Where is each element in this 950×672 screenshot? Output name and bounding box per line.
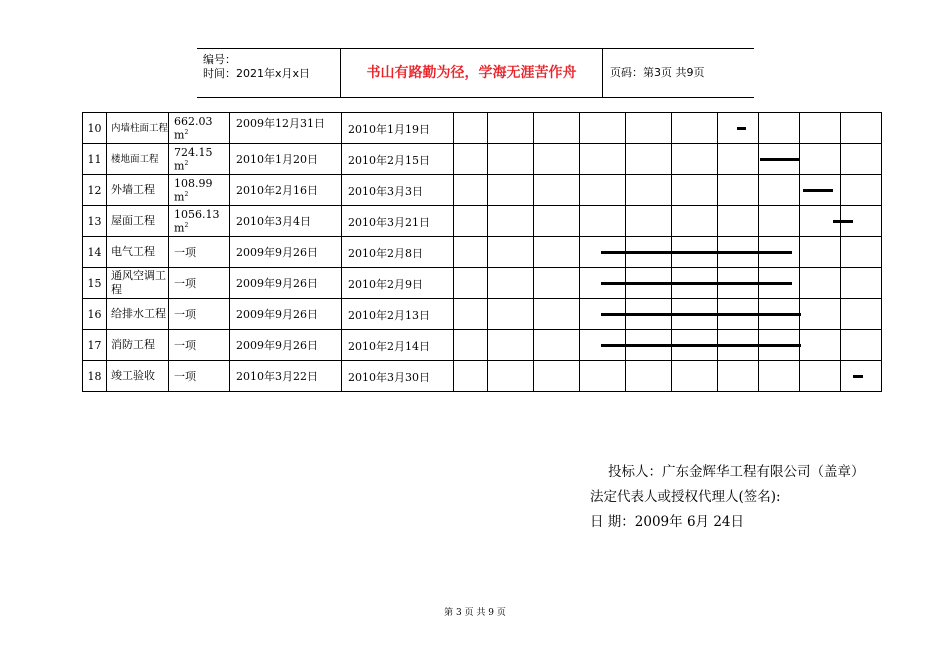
task-quantity <box>169 268 230 299</box>
task-name: 通风空调工程 <box>107 268 169 299</box>
quantity-value: 一项 <box>174 307 196 321</box>
gantt-bar <box>833 220 853 223</box>
quantity-value: 662.03 <box>174 114 213 128</box>
task-quantity <box>169 330 230 361</box>
gantt-cell <box>718 144 759 175</box>
page-header <box>197 48 754 98</box>
header-meta <box>197 49 341 97</box>
gantt-cell <box>580 206 626 237</box>
gantt-cell <box>672 175 718 206</box>
gantt-cell <box>759 113 800 144</box>
gantt-cell <box>718 206 759 237</box>
quantity-value: 1056.13 <box>174 207 220 221</box>
gantt-cell <box>488 268 534 299</box>
row-number: 18 <box>83 361 107 392</box>
gantt-cell <box>488 113 534 144</box>
task-quantity <box>169 361 230 392</box>
gantt-cell <box>626 113 672 144</box>
end-date: 2010年2月14日 <box>342 330 454 361</box>
gantt-cell <box>800 268 841 299</box>
quantity-unit: m <box>174 159 185 173</box>
gantt-bar <box>760 158 799 161</box>
gantt-cell <box>488 361 534 392</box>
task-quantity: 108.99 $m^2$ <box>169 175 230 206</box>
row-number: 12 <box>83 175 107 206</box>
table-row <box>83 361 882 392</box>
start-date: 2010年3月4日 <box>230 206 342 237</box>
gantt-cell <box>534 237 580 268</box>
task-name: 内墙柱面工程 <box>107 113 169 144</box>
task-quantity: 662.03 $m^2$ <box>169 113 230 144</box>
gantt-cell <box>841 113 882 144</box>
quantity-value: 一项 <box>174 245 196 259</box>
start-date: 2009年9月26日 <box>230 299 342 330</box>
gantt-cell <box>800 330 841 361</box>
gantt-cell <box>534 330 580 361</box>
gantt-cell <box>488 206 534 237</box>
row-number: 14 <box>83 237 107 268</box>
quantity-unit: m <box>174 190 185 204</box>
gantt-cell <box>580 175 626 206</box>
gantt-cell <box>800 113 841 144</box>
gantt-cell <box>626 144 672 175</box>
task-quantity: 724.15 $m^2$ <box>169 144 230 175</box>
gantt-cell <box>454 361 488 392</box>
gantt-cell <box>454 113 488 144</box>
gantt-bar <box>737 127 747 130</box>
gantt-cell <box>800 237 841 268</box>
gantt-cell <box>454 206 488 237</box>
representative-line: 法定代表人或授权代理人(签名): <box>590 489 781 505</box>
quantity-value: 108.99 <box>174 176 213 190</box>
date-line: 日 期：2009年 6月 24日 <box>590 514 744 530</box>
gantt-bar <box>853 375 863 378</box>
gantt-cell <box>841 299 882 330</box>
gantt-cell <box>488 299 534 330</box>
gantt-cell <box>580 113 626 144</box>
end-date: 2010年3月21日 <box>342 206 454 237</box>
gantt-cell <box>841 237 882 268</box>
gantt-cell <box>534 299 580 330</box>
quantity-value: 一项 <box>174 369 196 383</box>
table-row <box>83 175 882 206</box>
row-number: 17 <box>83 330 107 361</box>
gantt-cell <box>488 237 534 268</box>
row-number: 10 <box>83 113 107 144</box>
gantt-cell <box>454 268 488 299</box>
task-name: 给排水工程 <box>107 299 169 330</box>
end-date: 2010年2月8日 <box>342 237 454 268</box>
gantt-cell <box>718 175 759 206</box>
gantt-bar <box>601 251 792 254</box>
gantt-cell <box>488 144 534 175</box>
gantt-bar <box>601 344 802 347</box>
table-row <box>83 113 882 144</box>
gantt-cell <box>841 330 882 361</box>
gantt-cell <box>580 144 626 175</box>
quantity-unit: m <box>174 221 185 235</box>
header-slogan: 书山有路勤为径，学海无涯苦作舟 <box>341 49 603 97</box>
gantt-bar <box>803 189 833 192</box>
task-name: 电气工程 <box>107 237 169 268</box>
bidder-line: 投标人：广东金辉华工程有限公司（盖章） <box>608 464 865 480</box>
end-date: 2010年3月30日 <box>342 361 454 392</box>
task-name: 屋面工程 <box>107 206 169 237</box>
row-number: 13 <box>83 206 107 237</box>
gantt-cell <box>454 299 488 330</box>
gantt-bar <box>601 282 792 285</box>
quantity-value: 724.15 <box>174 145 213 159</box>
gantt-cell <box>534 144 580 175</box>
gantt-cell <box>800 144 841 175</box>
gantt-cell <box>841 268 882 299</box>
gantt-cell <box>534 268 580 299</box>
gantt-cell <box>534 361 580 392</box>
row-number: 11 <box>83 144 107 175</box>
end-date: 2010年2月13日 <box>342 299 454 330</box>
quantity-unit: m <box>174 128 185 142</box>
task-quantity <box>169 237 230 268</box>
number-label: 编号： <box>203 53 236 66</box>
gantt-cell <box>626 361 672 392</box>
gantt-cell <box>488 175 534 206</box>
gantt-cell <box>454 175 488 206</box>
start-date: 2010年2月16日 <box>230 175 342 206</box>
table-row <box>83 206 882 237</box>
task-name: 消防工程 <box>107 330 169 361</box>
row-number: 16 <box>83 299 107 330</box>
start-date: 2009年9月26日 <box>230 330 342 361</box>
gantt-cell <box>534 175 580 206</box>
gantt-cell <box>534 113 580 144</box>
gantt-cell <box>454 237 488 268</box>
start-date: 2009年12月31日 <box>230 113 342 144</box>
quantity-value: 一项 <box>174 338 196 352</box>
start-date: 2009年9月26日 <box>230 237 342 268</box>
gantt-cell <box>626 206 672 237</box>
row-number: 15 <box>83 268 107 299</box>
gantt-cell <box>626 175 672 206</box>
gantt-cell <box>759 206 800 237</box>
gantt-cell <box>454 330 488 361</box>
quantity-value: 一项 <box>174 276 196 290</box>
gantt-bar <box>601 313 802 316</box>
gantt-cell <box>672 206 718 237</box>
start-date: 2010年1月20日 <box>230 144 342 175</box>
page-footer: 第 3 页 共 9 页 <box>444 608 506 618</box>
gantt-cell <box>841 144 882 175</box>
gantt-cell <box>580 361 626 392</box>
gantt-cell <box>841 175 882 206</box>
start-date: 2010年3月22日 <box>230 361 342 392</box>
gantt-cell <box>800 361 841 392</box>
header-page-code: 页码：第3页 共9页 <box>610 66 705 79</box>
gantt-cell <box>454 144 488 175</box>
task-quantity: 1056.13 $m^2$ <box>169 206 230 237</box>
gantt-cell <box>718 361 759 392</box>
end-date: 2010年2月15日 <box>342 144 454 175</box>
task-name: 楼地面工程 <box>107 144 169 175</box>
gantt-cell <box>800 299 841 330</box>
task-name: 外墙工程 <box>107 175 169 206</box>
gantt-cell <box>672 113 718 144</box>
task-name: 竣工验收 <box>107 361 169 392</box>
gantt-cell <box>672 361 718 392</box>
end-date: 2010年1月19日 <box>342 113 454 144</box>
end-date: 2010年3月3日 <box>342 175 454 206</box>
end-date: 2010年2月9日 <box>342 268 454 299</box>
time-label: 时间：2021年x月x日 <box>203 67 311 80</box>
gantt-cell <box>672 144 718 175</box>
gantt-cell <box>759 175 800 206</box>
task-quantity <box>169 299 230 330</box>
gantt-cell <box>759 361 800 392</box>
gantt-cell <box>488 330 534 361</box>
gantt-cell <box>534 206 580 237</box>
start-date: 2009年9月26日 <box>230 268 342 299</box>
